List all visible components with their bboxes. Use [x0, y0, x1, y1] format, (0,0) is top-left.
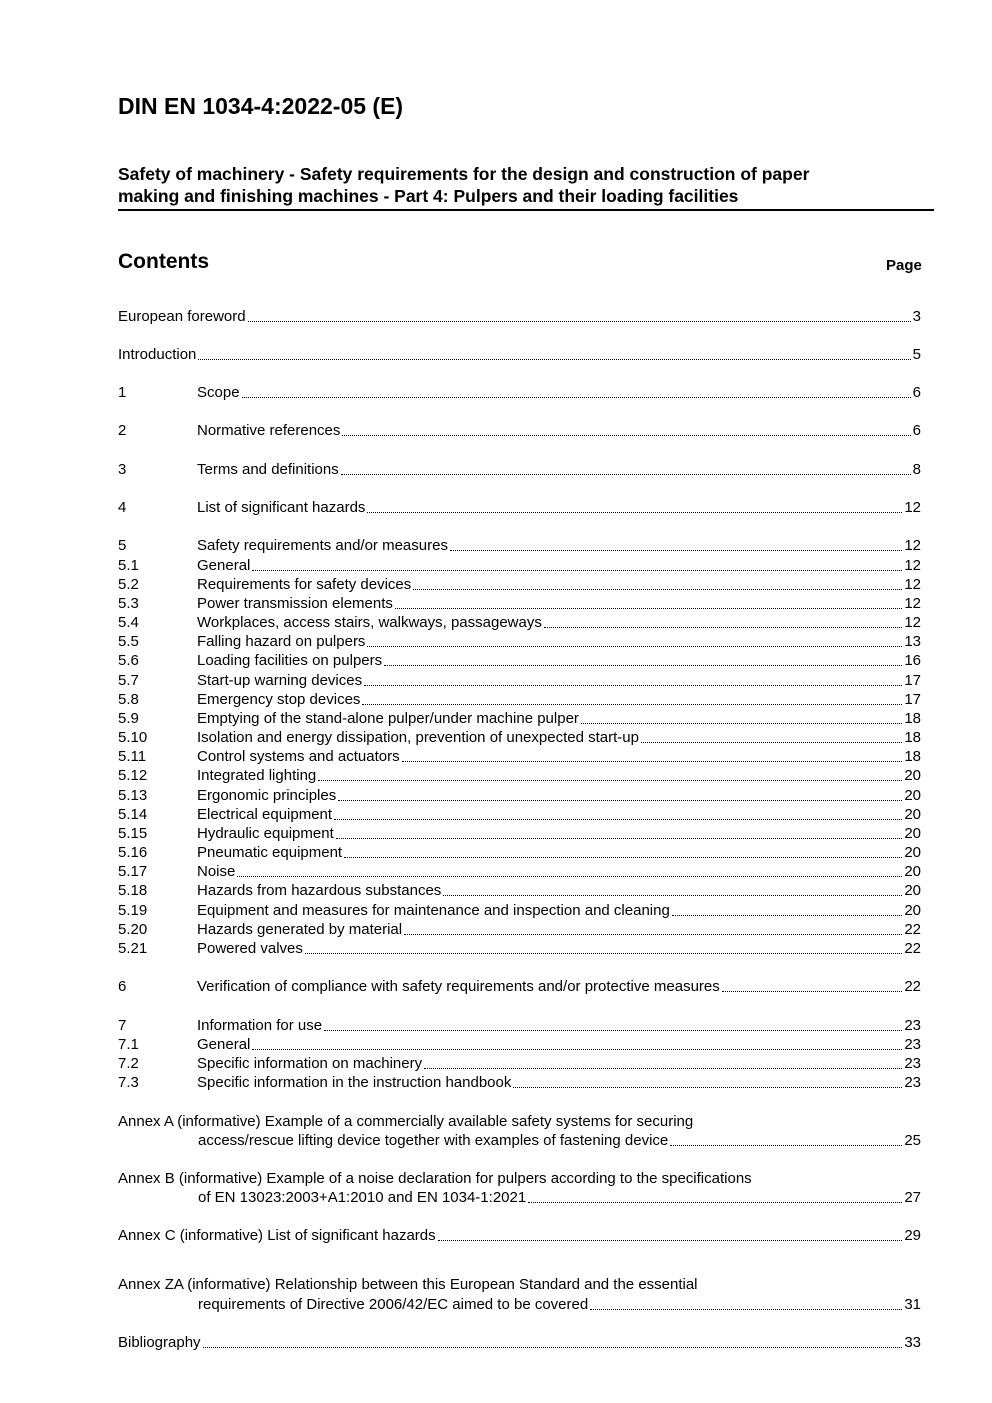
toc-entry[interactable] — [118, 1073, 921, 1093]
toc-entry-body — [197, 766, 921, 786]
toc-entry-number: 5.13 — [118, 787, 148, 804]
toc-entry-body — [197, 1054, 921, 1074]
toc-entry-title: Start-up warning devices — [197, 672, 363, 689]
toc-entry-body — [118, 1333, 921, 1353]
toc-entry-page: 22 — [904, 978, 921, 995]
toc-entry-title: List of significant hazards — [197, 499, 366, 516]
toc-entry-page: 17 — [904, 691, 921, 708]
toc-entry-number: 5.7 — [118, 672, 139, 689]
toc-entry-page: 20 — [904, 767, 921, 784]
dot-leader — [722, 977, 903, 992]
toc-entry[interactable] — [118, 901, 921, 921]
toc-entry[interactable] — [118, 1054, 921, 1074]
toc-entry[interactable] — [118, 498, 921, 518]
toc-entry-number: 5.19 — [118, 902, 148, 919]
toc-entry-page: 18 — [904, 710, 921, 727]
dot-leader — [242, 383, 911, 398]
annex-title-line-2[interactable] — [118, 1188, 921, 1208]
dot-leader — [362, 690, 902, 705]
toc-entry-number: 3 — [118, 461, 127, 478]
toc-entry[interactable] — [118, 460, 921, 480]
dot-leader — [341, 460, 911, 475]
toc-entry-number: 7.2 — [118, 1055, 139, 1072]
toc-entry-number: 5.9 — [118, 710, 139, 727]
toc-entry[interactable] — [118, 383, 921, 403]
toc-entry[interactable] — [118, 786, 921, 806]
toc-entry[interactable] — [118, 728, 921, 748]
toc-entry-number: 7.3 — [118, 1074, 139, 1091]
toc-entry-page: 8 — [912, 461, 921, 478]
dot-leader — [443, 881, 902, 896]
dot-leader — [450, 536, 902, 551]
document-title-line-1: Safety of machinery - Safety requirements for the design and construction of paper — [118, 164, 810, 184]
toc-entry[interactable] — [118, 632, 921, 652]
toc-entry-page: 29 — [904, 1227, 921, 1244]
toc-entry-body — [197, 881, 921, 901]
toc-entry[interactable] — [118, 556, 921, 576]
toc-entry-number: 5.1 — [118, 557, 139, 574]
toc-entry-title: Hazards generated by material — [197, 921, 403, 938]
toc-entry-title: Scope — [197, 384, 240, 401]
toc-entry-page: 27 — [904, 1189, 921, 1206]
toc-entry-title: Bibliography — [118, 1334, 201, 1351]
toc-entry-page: 23 — [904, 1017, 921, 1034]
toc-entry[interactable] — [118, 862, 921, 882]
dot-leader — [237, 862, 902, 877]
toc-entry[interactable] — [118, 843, 921, 863]
toc-entry-title: Control systems and actuators — [197, 748, 400, 765]
toc-entry-title: of EN 13023:2003+A1:2010 and EN 1034-1:2021 — [198, 1189, 527, 1206]
toc-entry-page: 20 — [904, 863, 921, 880]
toc-entry[interactable] — [118, 709, 921, 729]
toc-entry-body — [197, 977, 921, 997]
dot-leader — [402, 747, 903, 762]
toc-entry[interactable] — [118, 345, 921, 365]
dot-leader — [318, 766, 902, 781]
dot-leader — [203, 1333, 903, 1348]
dot-leader — [364, 671, 902, 686]
toc-entry-number: 4 — [118, 499, 127, 516]
toc-entry[interactable] — [118, 977, 921, 997]
dot-leader — [641, 728, 902, 743]
toc-entry-body — [197, 632, 921, 652]
toc-entry-number: 5.18 — [118, 882, 148, 899]
toc-entry-page: 6 — [912, 384, 921, 401]
toc-entry-number: 7 — [118, 1017, 127, 1034]
toc-entry-page: 23 — [904, 1036, 921, 1053]
toc-entry-title: Ergonomic principles — [197, 787, 337, 804]
dot-leader — [336, 824, 903, 839]
toc-entry-page: 17 — [904, 672, 921, 689]
toc-entry-body — [118, 1226, 921, 1246]
toc-entry[interactable] — [118, 307, 921, 327]
toc-entry[interactable] — [118, 1035, 921, 1055]
toc-entry-title: Introduction — [118, 346, 197, 363]
toc-entry-title: requirements of Directive 2006/42/EC aimed to be covered — [198, 1296, 589, 1313]
dot-leader — [305, 939, 902, 954]
page-column-heading: Page — [886, 257, 922, 274]
toc-entry[interactable] — [118, 920, 921, 940]
toc-entry-title: Specific information in the instruction handbook — [197, 1074, 512, 1091]
toc-entry-body — [197, 843, 921, 863]
dot-leader — [338, 786, 902, 801]
toc-entry-body — [198, 1131, 921, 1151]
toc-entry-page: 18 — [904, 748, 921, 765]
toc-entry-title: Specific information on machinery — [197, 1055, 423, 1072]
toc-entry-title: Information for use — [197, 1017, 323, 1034]
toc-entry-title: Hazards from hazardous substances — [197, 882, 442, 899]
toc-entry-body — [197, 824, 921, 844]
dot-leader — [544, 613, 902, 628]
toc-entry-page: 25 — [904, 1132, 921, 1149]
toc-entry-title: General — [197, 1036, 251, 1053]
toc-entry-body — [198, 1295, 921, 1315]
toc-entry-page: 6 — [912, 422, 921, 439]
toc-entry-body — [197, 421, 921, 441]
toc-entry-title: Hydraulic equipment — [197, 825, 334, 842]
toc-entry[interactable] — [118, 881, 921, 901]
toc-entry-body — [197, 460, 921, 480]
toc-entry-number: 5.16 — [118, 844, 148, 861]
toc-entry-page: 23 — [904, 1074, 921, 1091]
annex-title-text: Annex A (informative) Example of a commercially available safety systems for securing — [118, 1113, 694, 1130]
toc-entry-page: 20 — [904, 882, 921, 899]
annex-title-text: Annex B (informative) Example of a noise declaration for pulpers according to the specifications — [118, 1170, 752, 1187]
toc-entry-title: Safety requirements and/or measures — [197, 537, 448, 554]
toc-entry-page: 20 — [904, 844, 921, 861]
toc-entry-body — [197, 575, 921, 595]
toc-entry-title: Equipment and measures for maintenance and inspection and cleaning — [197, 902, 670, 919]
toc-entry[interactable] — [118, 747, 921, 767]
toc-entry-number: 1 — [118, 384, 127, 401]
toc-entry-title: Integrated lighting — [197, 767, 317, 784]
toc-entry-number: 5.20 — [118, 921, 148, 938]
toc-entry-number: 5 — [118, 537, 127, 554]
toc-entry-number: 5.3 — [118, 595, 139, 612]
dot-leader — [367, 632, 902, 647]
toc-entry-title: Requirements for safety devices — [197, 576, 412, 593]
toc-entry-title: Emptying of the stand-alone pulper/under machine pulper — [197, 710, 579, 727]
toc-entry-body — [197, 536, 921, 556]
dot-leader — [334, 805, 902, 820]
dot-leader — [590, 1295, 902, 1310]
toc-entry-page: 20 — [904, 787, 921, 804]
toc-entry-body — [197, 556, 921, 576]
toc-entry-body — [197, 862, 921, 882]
toc-entry-number: 7.1 — [118, 1036, 139, 1053]
toc-entry[interactable] — [118, 536, 921, 556]
toc-entry-page: 23 — [904, 1055, 921, 1072]
dot-leader — [404, 920, 902, 935]
toc-entry-page: 22 — [904, 921, 921, 938]
toc-entry-body — [197, 613, 921, 633]
toc-entry-body — [197, 498, 921, 518]
toc-entry-page: 3 — [912, 308, 921, 325]
toc-entry-page: 20 — [904, 806, 921, 823]
toc-entry-title: access/rescue lifting device together with examples of fastening device — [198, 1132, 669, 1149]
toc-entry-page: 22 — [904, 940, 921, 957]
toc-entry-title: Powered valves — [197, 940, 303, 957]
toc-entry-title: Power transmission elements — [197, 595, 393, 612]
annex-title-line-2[interactable] — [118, 1295, 921, 1315]
dot-leader — [395, 594, 902, 609]
toc-entry-page: 31 — [904, 1296, 921, 1313]
toc-entry-body — [197, 939, 921, 959]
toc-entry-page: 12 — [904, 576, 921, 593]
toc-entry-body — [197, 786, 921, 806]
toc-entry-title: Annex C (informative) List of significant hazards — [118, 1227, 436, 1244]
document-title-line-2: making and finishing machines - Part 4: Pulpers and their loading facilities — [118, 186, 739, 206]
toc-entry-number: 5.2 — [118, 576, 139, 593]
toc-entry[interactable] — [118, 1226, 921, 1246]
toc-entry-number: 6 — [118, 978, 127, 995]
annex-title-line-1[interactable] — [118, 1275, 921, 1295]
toc-entry-body — [197, 709, 921, 729]
toc-entry-body — [118, 345, 921, 365]
toc-entry[interactable] — [118, 421, 921, 441]
dot-leader — [248, 307, 911, 322]
toc-entry[interactable] — [118, 766, 921, 786]
toc-entry-body — [197, 747, 921, 767]
toc-entry-page: 33 — [904, 1334, 921, 1351]
toc-entry-page: 13 — [904, 633, 921, 650]
dot-leader — [528, 1188, 902, 1203]
toc-entry-title: Verification of compliance with safety requirements and/or protective measures — [197, 978, 720, 995]
annex-title-line-1[interactable] — [118, 1169, 921, 1189]
toc-entry[interactable] — [118, 805, 921, 825]
toc-entry-page: 20 — [904, 902, 921, 919]
annex-title-line-1[interactable] — [118, 1112, 921, 1132]
toc-entry-body — [197, 383, 921, 403]
toc-entry[interactable] — [118, 651, 921, 671]
toc-entry-body — [197, 920, 921, 940]
toc-entry[interactable] — [118, 575, 921, 595]
toc-entry-body — [197, 1016, 921, 1036]
dot-leader — [342, 421, 910, 436]
toc-entry-title: Electrical equipment — [197, 806, 333, 823]
toc-entry-body — [197, 651, 921, 671]
toc-entry-page: 12 — [904, 595, 921, 612]
toc-entry[interactable] — [118, 824, 921, 844]
toc-entry-page: 18 — [904, 729, 921, 746]
toc-entry-body — [197, 805, 921, 825]
toc-entry-page: 12 — [904, 499, 921, 516]
toc-entry-page: 16 — [904, 652, 921, 669]
document-title — [118, 163, 934, 211]
dot-leader — [344, 843, 902, 858]
toc-entry-title: Loading facilities on pulpers — [197, 652, 383, 669]
dot-leader — [670, 1131, 902, 1146]
toc-entry-page: 12 — [904, 614, 921, 631]
toc-entry[interactable] — [118, 671, 921, 691]
dot-leader — [438, 1226, 903, 1241]
toc-entry-number: 5.21 — [118, 940, 148, 957]
dot-leader — [198, 345, 910, 360]
toc-entry-number: 5.4 — [118, 614, 139, 631]
toc-entry-title: Isolation and energy dissipation, prevention of unexpected start-up — [197, 729, 639, 746]
toc-entry-title: European foreword — [118, 308, 246, 325]
toc-entry-body — [197, 594, 921, 614]
toc-entry-page: 12 — [904, 557, 921, 574]
toc-entry-number: 2 — [118, 422, 127, 439]
dot-leader — [384, 651, 902, 666]
toc-entry-body — [197, 690, 921, 710]
dot-leader — [672, 901, 903, 916]
toc-entry-number: 5.8 — [118, 691, 139, 708]
toc-entry-number: 5.5 — [118, 633, 139, 650]
dot-leader — [252, 1035, 902, 1050]
contents-heading: Contents — [118, 250, 209, 273]
toc-entry-body — [197, 671, 921, 691]
toc-entry-body — [198, 1188, 921, 1208]
toc-entry-title: Falling hazard on pulpers — [197, 633, 366, 650]
annex-title-line-2[interactable] — [118, 1131, 921, 1151]
annex-title-text: Annex ZA (informative) Relationship between this European Standard and the essential — [118, 1276, 698, 1293]
toc-entry-title: Emergency stop devices — [197, 691, 361, 708]
toc-entry-page: 5 — [912, 346, 921, 363]
dot-leader — [413, 575, 902, 590]
toc-entry[interactable] — [118, 613, 921, 633]
toc-entry-page: 12 — [904, 537, 921, 554]
toc-entry-body — [197, 1035, 921, 1055]
toc-entry-number: 5.14 — [118, 806, 148, 823]
toc-entry-title: Workplaces, access stairs, walkways, passageways — [197, 614, 542, 631]
toc-entry-title: Normative references — [197, 422, 341, 439]
toc-entry-title: Terms and definitions — [197, 461, 339, 478]
toc-entry-number: 5.15 — [118, 825, 148, 842]
toc-entry-title: General — [197, 557, 251, 574]
toc-entry-number: 5.11 — [118, 748, 147, 765]
toc-entry[interactable] — [118, 939, 921, 959]
toc-entry-body — [118, 307, 921, 327]
toc-entry[interactable] — [118, 1333, 921, 1353]
toc-entry-body — [197, 728, 921, 748]
toc-entry-page: 20 — [904, 825, 921, 842]
toc-entry-number: 5.17 — [118, 863, 148, 880]
toc-entry[interactable] — [118, 1016, 921, 1036]
dot-leader — [424, 1054, 902, 1069]
toc-entry-number: 5.12 — [118, 767, 148, 784]
toc-entry-body — [197, 901, 921, 921]
dot-leader — [513, 1073, 902, 1088]
dot-leader — [581, 709, 902, 724]
document-id: DIN EN 1034-4:2022-05 (E) — [118, 93, 404, 119]
toc-entry-number: 5.6 — [118, 652, 139, 669]
toc-entry-body — [197, 1073, 921, 1093]
dot-leader — [367, 498, 902, 513]
toc-entry[interactable] — [118, 690, 921, 710]
toc-entry-number: 5.10 — [118, 729, 148, 746]
dot-leader — [252, 556, 902, 571]
toc-entry-title: Pneumatic equipment — [197, 844, 343, 861]
toc-entry[interactable] — [118, 594, 921, 614]
toc-entry-title: Noise — [197, 863, 236, 880]
dot-leader — [324, 1016, 902, 1031]
